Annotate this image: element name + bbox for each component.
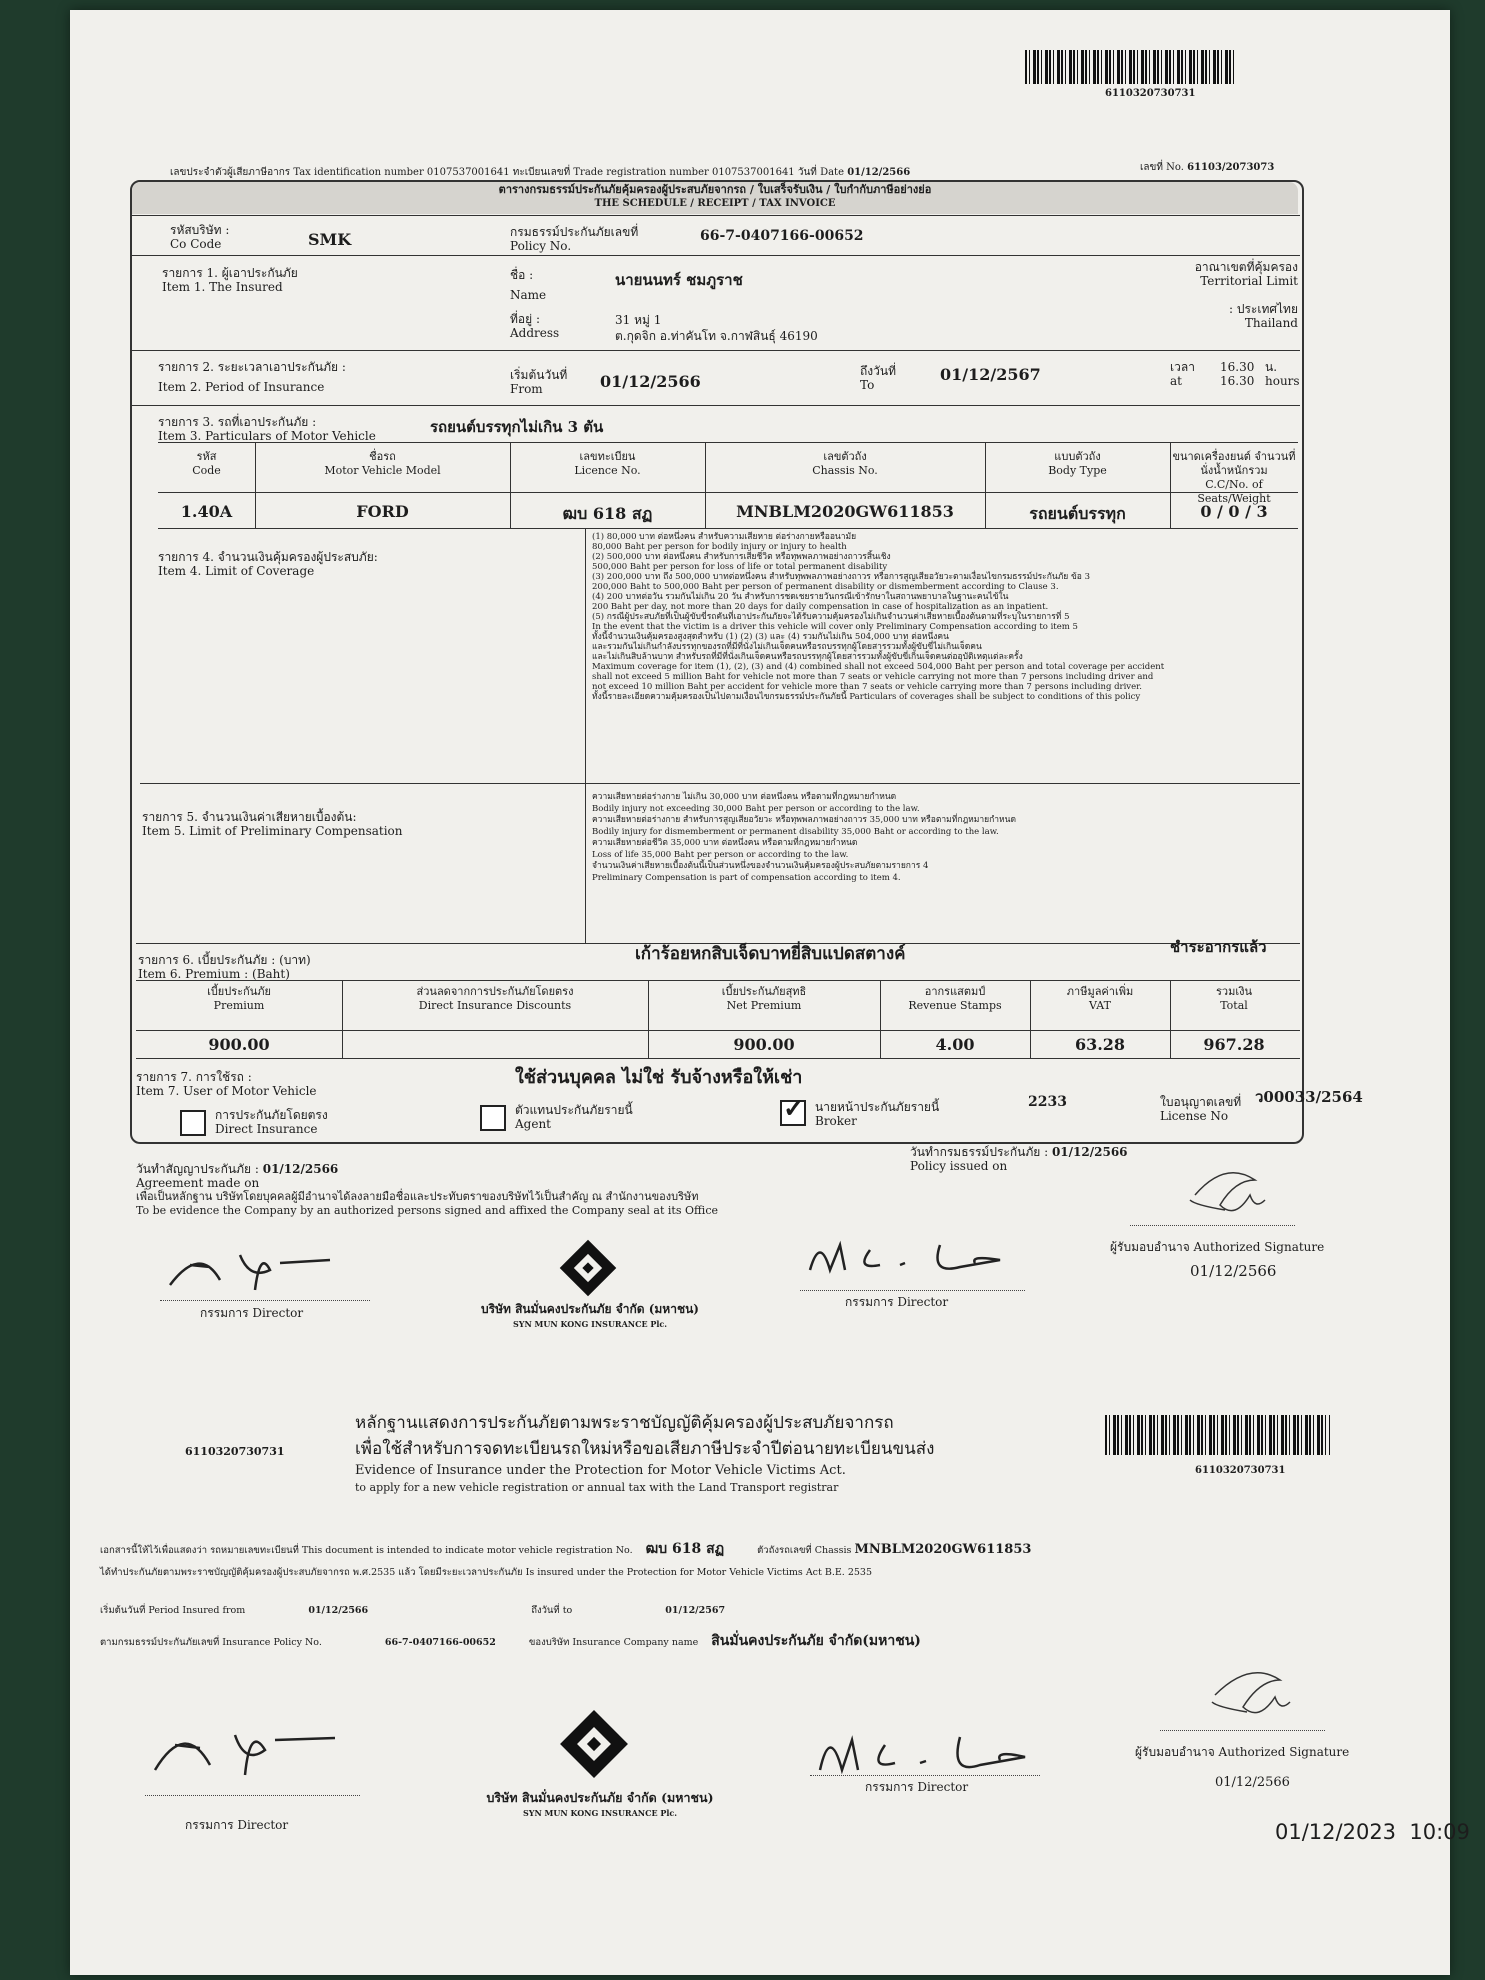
cert-number-right: 6110320730731 bbox=[1195, 1465, 1286, 1476]
check-mark-icon: ✓ bbox=[783, 1094, 805, 1124]
authorized-label-1: ผู้รับมอบอำนาจ Authorized Signature bbox=[1110, 1240, 1325, 1254]
coverage-line: (1) 80,000 บาท ต่อหนึ่งคน สำหรับความเสียหาย ต่อร่างกายหรืออนามัย bbox=[592, 532, 857, 542]
direct-insurance-checkbox[interactable] bbox=[180, 1110, 206, 1136]
director-label-3: กรรมการ Director bbox=[185, 1818, 289, 1832]
cert-line-act: ได้ทำประกันภัยตามพระราชบัญญัติคุ้มครองผู้ประสบภัยจากรถ พ.ศ.2535 แล้ว โดยมีระยะเวลาประกันภัย Is insured under the Protection for Motor Vehicle Victims Act B.E. 2535 bbox=[100, 1567, 872, 1578]
to-label: ถึงวันที่ To bbox=[860, 364, 896, 392]
vehicle-value-cell: MNBLM2020GW611853 bbox=[736, 502, 954, 521]
vehicle-use: ใช้ส่วนบุคคล ไม่ใช่ รับจ้างหรือให้เช่า bbox=[515, 1067, 803, 1088]
agent-label: ตัวแทนประกันภัยรายนี้ Agent bbox=[515, 1103, 633, 1131]
coverage-line: ทั้งนี้รายละเอียดความคุ้มครองเป็นไปตามเงื่อนไขกรมธรรม์ประกันภัยนี้ Particulars of coverages shall be subject to conditions of this policy bbox=[592, 692, 1141, 702]
company-logo-2 bbox=[560, 1710, 628, 1778]
agreement-date: วันทำสัญญาประกันภัย : 01/12/2566 Agreement made on bbox=[136, 1162, 339, 1190]
doc-number: เลขที่ No. 61103/2073073 bbox=[1140, 162, 1275, 173]
preliminary-line: ความเสียหายต่อร่างกาย ไม่เกิน 30,000 บาท ต่อหนึ่งคน หรือตามที่กฎหมายกำหนด bbox=[592, 792, 897, 802]
company-logo-1 bbox=[560, 1240, 616, 1296]
preliminary-line: ความเสียหายต่อร่างกาย สำหรับการสูญเสียอวัยวะ หรือทุพพลภาพอย่างถาวร 35,000 บาท หรือตามที่กฎหมายกำหนด bbox=[592, 815, 1016, 825]
co-code-value: SMK bbox=[308, 230, 352, 249]
cert-title: หลักฐานแสดงการประกันภัยตามพระราชบัญญัติคุ้มครองผู้ประสบภัยจากรถ เพื่อใช้สำหรับการจดทะเบียนรถใหม่หรือขอเสียภาษีประจำปีต่อนายทะเบียนขนส่ง Evidence of Insurance under the Protection for Motor Vehicle Victims Act. to apply for a new vehicle registration or annual tax with the Land Transport registrar bbox=[355, 1413, 935, 1494]
company-name-2: บริษัท สินมั่นคงประกันภัย จำกัด (มหาชน) SYN MUN KONG INSURANCE Plc. bbox=[486, 1790, 714, 1818]
issued-date: วันทำกรมธรรม์ประกันภัย : 01/12/2566 Policy issued on bbox=[910, 1145, 1128, 1173]
vehicle-header-cell: เลขตัวถัง Chassis No. bbox=[812, 450, 878, 477]
preliminary-line: ความเสียหายต่อชีวิต 35,000 บาท ต่อหนึ่งคน หรือตามที่กฎหมายกำหนด bbox=[592, 838, 858, 848]
authorized-label-2: ผู้รับมอบอำนาจ Authorized Signature bbox=[1135, 1745, 1350, 1759]
coverage-line: 200 Baht per day, not more than 20 days for daily compensation in case of hospitalization as an inpatient. bbox=[592, 602, 1049, 612]
vehicle-header-cell: รหัส Code bbox=[192, 450, 221, 477]
coverage-line: ทั้งนี้จำนวนเงินคุ้มครองสูงสุดสำหรับ (1) (2) (3) และ (4) รวมกันไม่เกิน 504,000 บาท ต่อหนึ่งคน bbox=[592, 632, 949, 642]
vehicle-value-cell: ฒบ 618 สฏ bbox=[562, 504, 653, 523]
coverage-line: และไม่เกินสิบล้านบาท สำหรับรถที่มีที่นั่งเกินเจ็ดคนหรือรถบรรทุกผู้โดยสารรวมทั้งผู้ขับขี่เกินเจ็ดคนต่ออุบัติเหตุแต่ละครั้ง bbox=[592, 652, 1023, 662]
photo-timestamp: 01/12/2023 10:09 bbox=[1275, 1820, 1470, 1844]
item1-label: รายการ 1. ผู้เอาประกันภัย Item 1. The Insured bbox=[162, 266, 298, 294]
schedule-title: ตารางกรมธรรม์ประกันภัยคุ้มครองผู้ประสบภัยจากรถ / ใบเสร็จรับเงิน / ใบกำกับภาษีอย่างย่อ THE SCHEDULE / RECEIPT / TAX INVOICE bbox=[132, 182, 1298, 214]
vehicle-value-cell: FORD bbox=[356, 502, 409, 521]
vehicle-header-cell: เลขทะเบียน Licence No. bbox=[574, 450, 641, 477]
premium-header-cell: เบี้ยประกันภัย Premium bbox=[207, 985, 271, 1012]
coverage-line: (2) 500,000 บาท ต่อหนึ่งคน สำหรับการเสียชีวิต หรือทุพพลภาพอย่างถาวรสิ้นเชิง bbox=[592, 552, 891, 562]
evidence-text: เพื่อเป็นหลักฐาน บริษัทโดยบุคคลผู้มีอำนาจได้ลงลายมือชื่อและประทับตราของบริษัทไว้เป็นสำคัญ ณ สำนักงานของบริษัท To be evidence the Company by an authorized persons signed and affixed the Company seal at its Office bbox=[136, 1190, 718, 1217]
broker-checkbox[interactable] bbox=[780, 1094, 806, 1126]
coverage-text bbox=[592, 532, 1297, 702]
cert-line-policy: ตามกรมธรรม์ประกันภัยเลขที่ Insurance Policy No. 66-7-0407166-00652 ของบริษัท Insurance Company name สินมั่นคงประกันภัย จำกัด(มหาชน) bbox=[100, 1633, 921, 1649]
direct-insurance-label: การประกันภัยโดยตรง Direct Insurance bbox=[215, 1108, 328, 1136]
premium-header-cell: ภาษีมูลค่าเพิ่ม VAT bbox=[1066, 985, 1134, 1012]
cert-plate: ฒบ 618 สฏ bbox=[645, 1541, 725, 1557]
broker-label: นายหน้าประกันภัยรายนี้ Broker bbox=[815, 1100, 940, 1128]
item2-label: รายการ 2. ระยะเวลาเอาประกันภัย : Item 2. Period of Insurance bbox=[158, 360, 346, 394]
director-label-2: กรรมการ Director bbox=[845, 1295, 949, 1309]
territory-value: : ประเทศไทย Thailand bbox=[1229, 302, 1298, 330]
preliminary-line: Bodily injury for dismemberment or permanent disability 35,000 Baht or according to the law. bbox=[592, 826, 999, 837]
cert-chassis: MNBLM2020GW611853 bbox=[854, 1542, 1032, 1557]
amount-in-words: เก้าร้อยหกสิบเจ็ดบาทยี่สิบแปดสตางค์ bbox=[635, 944, 906, 964]
co-code-label: รหัสบริษัท : Co Code bbox=[170, 223, 230, 251]
barcode-number: 6110320730731 bbox=[1105, 88, 1196, 99]
coverage-line: Maximum coverage for item (1), (2), (3) and (4) combined shall not exceed 504,000 Baht per person and total coverage per accident bbox=[592, 662, 1165, 672]
coverage-line: (4) 200 บาทต่อวัน รวมกันไม่เกิน 20 วัน สำหรับการชดเชยรายวันกรณีเข้ารักษาในสถานพยาบาลในฐานะคนไข้ใน bbox=[592, 592, 1009, 602]
address-value: 31 หมู่ 1 ต.กุดจิก อ.ท่าคันโท จ.กาฬสินธุ์ 46190 bbox=[615, 313, 818, 343]
premium-value-cell: 4.00 bbox=[935, 1035, 975, 1054]
preliminary-line: Bodily injury not exceeding 30,000 Baht per person or according to the law. bbox=[592, 803, 920, 814]
premium-header-cell: อากรแสตมป์ Revenue Stamps bbox=[908, 985, 1002, 1012]
time-unit: น. hours bbox=[1265, 360, 1300, 388]
director-signature-1 bbox=[160, 1235, 350, 1295]
premium-value-cell: 967.28 bbox=[1203, 1035, 1265, 1054]
insurance-document bbox=[70, 10, 1470, 1975]
from-label: เริ่มต้นวันที่ From bbox=[510, 368, 568, 396]
coverage-line: 200,000 Baht to 500,000 Baht per person of permanent disability or dismemberment according to Clause 3. bbox=[592, 582, 1059, 592]
cert-line-registration: เอกสารนี้ให้ไว้เพื่อแสดงว่า รถหมายเลขทะเบียนที่ This document is intended to indicate motor vehicle registration No. ฒบ 618 สฏ ตัวถังรถเลขที่ Chassis MNBLM2020GW611853 bbox=[100, 1541, 1032, 1557]
from-value: 01/12/2566 bbox=[600, 372, 701, 391]
policy-label: กรมธรรม์ประกันภัยเลขที่ Policy No. bbox=[510, 225, 639, 253]
vehicle-description: รถยนต์บรรทุกไม่เกิน 3 ตัน bbox=[430, 418, 604, 436]
broker-code: 2233 bbox=[1028, 1094, 1067, 1110]
coverage-line: 500,000 Baht per person for loss of life or total permanent disability bbox=[592, 562, 888, 572]
insured-name: นายนนทร์ ชมภูราช bbox=[615, 271, 743, 289]
header-date: 01/12/2566 bbox=[847, 167, 911, 178]
authorized-date-2: 01/12/2566 bbox=[1215, 1775, 1290, 1790]
authorized-date-1: 01/12/2566 bbox=[1190, 1262, 1277, 1280]
authorized-signature-2 bbox=[1195, 1665, 1315, 1725]
director-label-1: กรรมการ Director bbox=[200, 1306, 304, 1320]
coverage-line: 80,000 Baht per person for bodily injury or injury to health bbox=[592, 542, 847, 552]
coverage-line: not exceed 10 million Baht per accident for vehicle more than 7 seats or vehicle carrying more than 7 persons including driver. bbox=[592, 682, 1142, 692]
coverage-line: shall not exceed 5 million Baht for vehicle not more than 7 seats or vehicle carrying not more than 7 persons including driver and bbox=[592, 672, 1154, 682]
preliminary-line: Loss of life 35,000 Baht per person or according to the law. bbox=[592, 849, 849, 860]
stamp-paid: ชำระอากรแล้ว bbox=[1170, 938, 1267, 956]
premium-value-cell: 900.00 bbox=[733, 1035, 795, 1054]
item3-label: รายการ 3. รถที่เอาประกันภัย : Item 3. Particulars of Motor Vehicle bbox=[158, 415, 376, 443]
preliminary-line: จำนวนเงินค่าเสียหายเบื้องต้นนี้เป็นส่วนหนึ่งของจำนวนเงินคุ้มครองผู้ประสบภัยตามรายการ 4 bbox=[592, 861, 929, 871]
vehicle-value-cell: รถยนต์บรรทุก bbox=[1029, 504, 1126, 523]
territory-label: อาณาเขตที่คุ้มครอง Territorial Limit bbox=[1194, 260, 1298, 288]
premium-header-cell: ส่วนลดจากการประกันภัยโดยตรง Direct Insurance Discounts bbox=[416, 985, 574, 1012]
license-label: ใบอนุญาตเลขที่ License No bbox=[1160, 1095, 1242, 1123]
preliminary-line: Preliminary Compensation is part of compensation according to item 4. bbox=[592, 872, 901, 883]
time-values: 16.30 16.30 bbox=[1220, 360, 1255, 388]
vehicle-header-cell: แบบตัวถัง Body Type bbox=[1048, 450, 1107, 477]
company-name-1: บริษัท สินมั่นคงประกันภัย จำกัด (มหาชน) SYN MUN KONG INSURANCE Plc. bbox=[481, 1302, 699, 1329]
cert-barcode bbox=[1105, 1415, 1330, 1455]
authorized-signature-1 bbox=[1175, 1165, 1285, 1225]
vehicle-value-cell: 1.40A bbox=[180, 502, 233, 521]
director-signature-2 bbox=[800, 1225, 1040, 1285]
director-signature-3 bbox=[145, 1710, 345, 1780]
vehicle-header-cell: ชื่อรถ Motor Vehicle Model bbox=[324, 450, 441, 477]
name-label: ชื่อ : Name bbox=[510, 268, 547, 302]
barcode bbox=[1025, 50, 1235, 84]
address-label: ที่อยู่ : Address bbox=[510, 312, 560, 340]
preliminary-text bbox=[592, 792, 1297, 884]
tax-id-line: เลขประจำตัวผู้เสียภาษีอากร Tax identification number 0107537001641 ทะเบียนเลขที่ Trade registration number 0107537001641 วันที่ Date 01/12/2566 bbox=[170, 167, 911, 178]
premium-header-cell: เบี้ยประกันภัยสุทธิ Net Premium bbox=[721, 985, 807, 1012]
vehicle-header-cell: ขนาดเครื่องยนต์ จำนวนที่นั่งน้ำหนักรวม C.C/No. of Seats/Weight bbox=[1172, 450, 1296, 505]
coverage-line: และรวมกันไม่เกินกำลังบรรทุกของรถที่มีที่นั่งไม่เกินเจ็ดคนหรือรถบรรทุกผู้โดยสารรวมทั้งผู้ขับขี่ไม่เกินเจ็ดคน bbox=[592, 642, 982, 652]
coverage-line: (3) 200,000 บาท ถึง 500,000 บาทต่อหนึ่งคน สำหรับทุพพลภาพอย่างถาวร หรือการสูญเสียอวัยวะตามเงื่อนไขกรมธรรม์ประกันภัย ข้อ 3 bbox=[592, 572, 1091, 582]
license-value: ว00033/2564 bbox=[1255, 1088, 1363, 1106]
premium-header-cell: รวมเงิน Total bbox=[1216, 985, 1252, 1012]
vehicle-value-cell: 0 / 0 / 3 bbox=[1200, 502, 1268, 521]
time-label: เวลา at bbox=[1170, 360, 1195, 388]
policy-value: 66-7-0407166-00652 bbox=[700, 228, 864, 244]
coverage-line: (5) กรณีผู้ประสบภัยที่เป็นผู้ขับขี่รถคันที่เอาประกันภัยจะได้รับความคุ้มครองไม่เกินจำนวนค่าเสียหายเบื้องต้นตามที่ระบุในรายการที่ 5 bbox=[592, 612, 1070, 622]
cert-number-left: 6110320730731 bbox=[185, 1445, 285, 1458]
item4-label: รายการ 4. จำนวนเงินคุ้มครองผู้ประสบภัย: Item 4. Limit of Coverage bbox=[158, 550, 378, 578]
item7-label: รายการ 7. การใช้รถ : Item 7. User of Motor Vehicle bbox=[136, 1070, 317, 1098]
cert-line-period: เริ่มต้นวันที่ Period Insured from 01/12/2566 ถึงวันที่ to 01/12/2567 bbox=[100, 1605, 726, 1616]
director-label-4: กรรมการ Director bbox=[865, 1780, 969, 1794]
premium-value-cell: 900.00 bbox=[208, 1035, 270, 1054]
coverage-line: In the event that the victim is a driver this vehicle will cover only Preliminary Compensation according to item 5 bbox=[592, 622, 1078, 632]
item6-label: รายการ 6. เบี้ยประกันภัย : (บาท) Item 6. Premium : (Baht) bbox=[138, 953, 311, 981]
item5-label: รายการ 5. จำนวนเงินค่าเสียหายเบื้องต้น: Item 5. Limit of Preliminary Compensation bbox=[142, 810, 403, 838]
to-value: 01/12/2567 bbox=[940, 365, 1041, 384]
premium-value-cell: 63.28 bbox=[1074, 1035, 1126, 1054]
agent-checkbox[interactable] bbox=[480, 1105, 506, 1131]
